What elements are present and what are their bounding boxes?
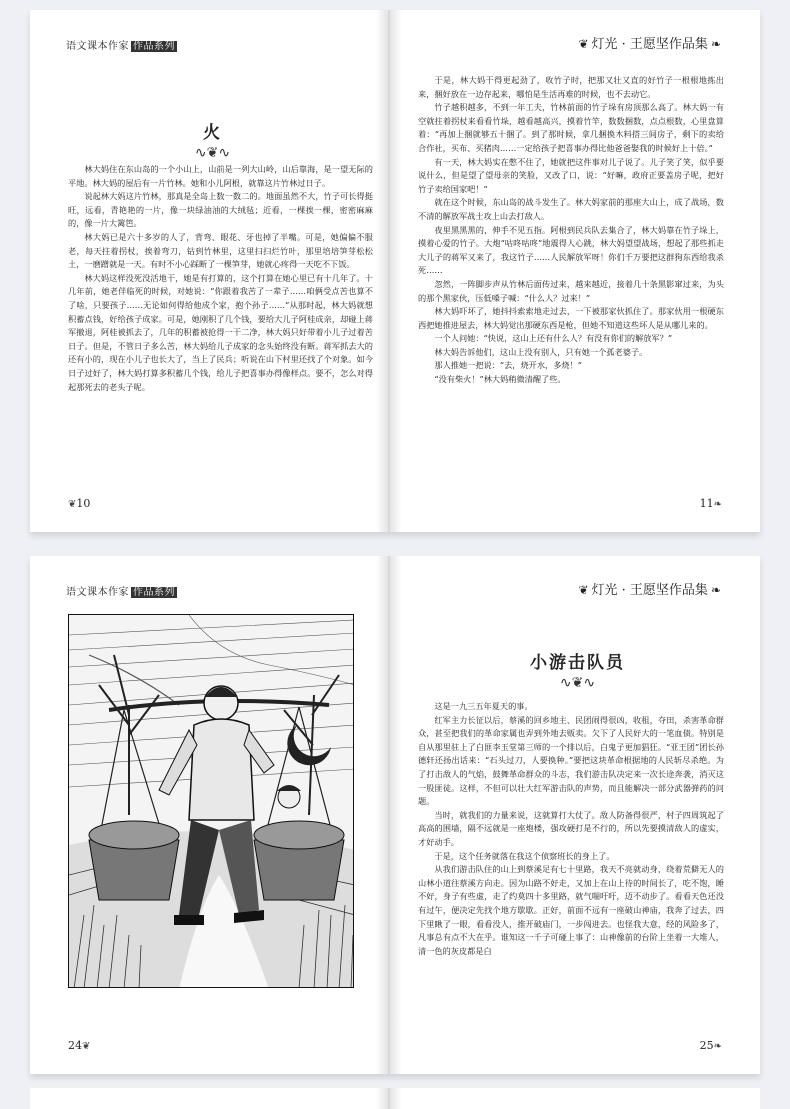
chapter-heading xyxy=(30,118,395,161)
paragraph: 那人推她一把说：“去，烧开水，多烧！” xyxy=(434,360,582,371)
page-number: ❦10 xyxy=(68,497,91,510)
collection-header xyxy=(575,33,724,52)
book-spread-1 xyxy=(30,10,760,532)
title-flourish-ornament: ∿❦∿ xyxy=(194,145,231,161)
page-body-text xyxy=(68,163,373,394)
child-figure xyxy=(277,785,301,808)
woodcut-illustration xyxy=(68,614,354,988)
paragraph: 有一天，林大妈实在憋不住了，她就把这件事对儿子说了。儿子笑了笑，似乎要说什么，但是望了望母亲的笑脸，又改了口，说：“好嘛，政府正要盖房子呢，把好竹子卖给国家吧！” xyxy=(418,156,724,194)
page-number: 24❦ xyxy=(68,1039,91,1052)
paragraph: “没有柴火！”林大妈稍微清醒了些。 xyxy=(434,374,566,385)
collection-title: 灯光 · 王愿坚作品集 xyxy=(591,37,708,52)
series-name: 语文课本作家 xyxy=(66,41,129,52)
illustration-art xyxy=(69,615,354,988)
leaf-ornament-icon: ❦ xyxy=(82,1041,91,1052)
paragraph: 于是，这个任务就落在我这个侦察班长的身上了。 xyxy=(434,850,615,861)
paragraph: 林大妈吓坏了，她抖抖索索地走过去，一下被那家伙抓住了。那家伙用一根硬东西把她推进屋去，林大妈觉出那硬东西是枪，但她不知道这些坏人是从哪儿来的。 xyxy=(418,306,724,330)
paragraph: 林大妈住在东山岛的一个小山上，山前是一列大山岭，山后靠海，是一望无际的平地。林大妈的屋后有一片竹林。她和小儿阿根，就靠这片竹林过日子。 xyxy=(68,164,373,188)
book-spread-3-partial xyxy=(30,1088,760,1109)
paragraph: 就在这个时候，东山岛的战斗发生了。林大妈家前的那座大山上，成了战场，数不清的解放军战士攻上山去打敌人。 xyxy=(418,197,724,221)
paragraph: 夜里黑黑黑的，伸手不见五指。阿根到民兵队去集合了，林大妈靠在竹子垛上，摸着心爱的竹子。大炮“咕咚咕咚”地震得人心跳，林大妈望望战场，想起了那些抓走大儿子的蒋军又来了，我这竹子……人民解放军呀！你们千万要把这群狗东西给我杀死…… xyxy=(418,224,724,276)
paragraph: 竹子越积越多，不到一年工夫，竹林前面的竹子垛有房顶那么高了。林大妈一有空就拄着拐杖来看看竹垛，越看越高兴，摸着竹竿，数数捆数，点点根数，心里盘算着：“再加上捆就够五十捆了。到了那时候，拿几捆换木料搭三间房子，剩下的卖给合作社，买布、买猪肉……一定给孩子把喜事办得比他爸爸娶我的时候好上十倍。” xyxy=(418,102,724,153)
paragraph: 从我们游击队住的山上到蔡溪足有七十里路，我天不亮就动身，绕着荒僻无人的山林小道往蔡溪方向走。因为山路不好走，又加上在山上待的时间长了，吃不饱，睡不好，身子有些虚，走了约莫四十多里路，就气喘吁吁，迈不动步了。看看天色还没有过午，便决定先找个地方歇歇。正好，前面不远有一座破山神庙，我奔了过去，四下里瞅了一眼，看看没人，推开破庙门，一步闯进去。也怪我大意，经的风险多了，凡事总有点不大在乎。谁知这一千子可碰上事了：山神像前的台阶上坐着一大堆人，清一色的灰皮都是白 xyxy=(418,864,724,956)
leaf-ornament-icon: ❦ xyxy=(68,499,77,510)
leaf-ornament-icon: ❧ xyxy=(713,499,722,510)
page-10 xyxy=(30,10,395,532)
collection-header xyxy=(575,579,724,598)
collection-title: 灯光 · 王愿坚作品集 xyxy=(591,583,708,598)
paragraph: 林大妈已是六十多岁的人了，背弯、眼花、牙也掉了半嘴。可是，她偏偏不服老，每天拄着拐杖，挨着弯刀，钻到竹林里，这里扫扫烂竹叶，那里培培笋芽松松土，一磨蹭就是一天。有时不小心踩断了一棵笋芽，她就心疼得一天吃不下饭。 xyxy=(68,231,373,270)
series-name: 语文课本作家 xyxy=(66,587,129,598)
series-header xyxy=(66,37,177,52)
paragraph: 这是一九三五年夏天的事。 xyxy=(434,701,533,711)
paragraph: 当时，就我们的力量来说，这就算打大仗了。敌人防备得很严，村子四周筑起了高高的围墙，隔不远就是一座炮楼，强攻硬打是不行的，所以先要摸清敌人的虚实，才好动手。 xyxy=(418,809,724,847)
page-11 xyxy=(395,10,760,532)
page-body-text xyxy=(418,700,724,958)
paragraph: 红军主力长征以后，蔡溪的回乡地主、民团闹得很凶，收租，夺田，杀害革命群众，甚至把我们的革命家属也弄到外地去贩卖。欠下了人民好大的一笔血债。特别是自从那里驻上了白匪李玉堂第三师的一个排以后，白鬼子更加猖狂。“亚王团”团长孙德轩还扬出话来：“石头过刀，人要换种。”要把这块革命根据地的人民斩尽杀绝。为了打击敌人的气焰，鼓舞革命群众的斗志，我们游击队决定来一次长途奔袭，消灭这一股匪徒。这样，不但可以壮大红军游击队的声势，而且能解决一部分武器弹药的问题。 xyxy=(418,714,724,807)
series-header xyxy=(66,583,177,598)
ornament-right-icon: ❧ xyxy=(710,37,721,51)
page-24 xyxy=(30,556,395,1074)
paragraph: 林大妈告诉他们，这山上没有别人，只有她一个孤老婆子。 xyxy=(434,346,648,357)
ornament-left-icon: ❦ xyxy=(578,37,589,51)
page-number: 25❧ xyxy=(699,1039,722,1052)
paragraph: 于是，林大妈干得更起劲了，收竹子时，把那又壮又直的好竹子一根根地拣出来，捆好放在一边存起来，哪怕是生活再难的时候，也不去动它。 xyxy=(418,75,724,99)
series-tag: 作品系列 xyxy=(133,587,175,598)
ornament-right-icon: ❧ xyxy=(710,583,721,597)
page-number: 11❧ xyxy=(699,497,722,510)
page-25 xyxy=(395,556,760,1074)
ornament-left-icon: ❦ xyxy=(578,583,589,597)
paragraph: 忽然，一阵脚步声从竹林后面传过来，越来越近，接着几十条黑影窜过来，为头的那个黑家伙，压低嗓子喊：“什么人？过来！” xyxy=(418,278,724,303)
title-flourish-ornament: ∿❦∿ xyxy=(559,675,596,691)
paragraph: 说起林大妈这片竹林，那真是全岛上数一数二的。地面虽然不大，竹子可长得挺旺，远看，青艳艳的一片，像一块绿油油的大绒毡；近看，一棵挨一棵，密密麻麻的，像一片大篱笆。 xyxy=(68,191,373,229)
paragraph: 林大妈这样没死没活地干，她是有打算的，这个打算在她心里已有十几年了。十几年前，她老伴临死的时候，对她说：“你跟着我苦了一辈子……咱俩受点苦也算不了啥，只要孩子……无论如何得给他成个家，抱个孙子……”从那时起，林大妈就想积蓄点钱，好给孩子成家。可是，她刚积了几个钱，要给大儿子阿桂成亲，却碰上蒋军撤退，阿桂被抓去了，几年的积蓄被抢得一干二净，林大妈只好带着小儿子过着苦日子。但是，不管日子多么苦，林大妈给儿子成家的念头始终没有断。蒋军抓去大的还有小的，现在小儿子也长大了，当上了民兵；听说在山下村里还找了个对象。如今日子过好了，林大妈打算多积蓄几个钱，给儿子把喜事办得像样点。要不，怎么对得起那死去的老头子呢。 xyxy=(68,272,373,392)
chapter-title: 小游击队员 xyxy=(530,653,625,673)
chapter-title: 火 xyxy=(203,123,222,143)
paragraph: 一个人问她：“快说，这山上还有什么人？有没有你们的解放军？” xyxy=(434,333,673,344)
book-spread-2 xyxy=(30,556,760,1074)
page-body-text xyxy=(418,74,724,387)
leaf-ornament-icon: ❧ xyxy=(713,1041,722,1052)
series-tag: 作品系列 xyxy=(133,41,175,52)
chapter-heading xyxy=(395,648,760,691)
